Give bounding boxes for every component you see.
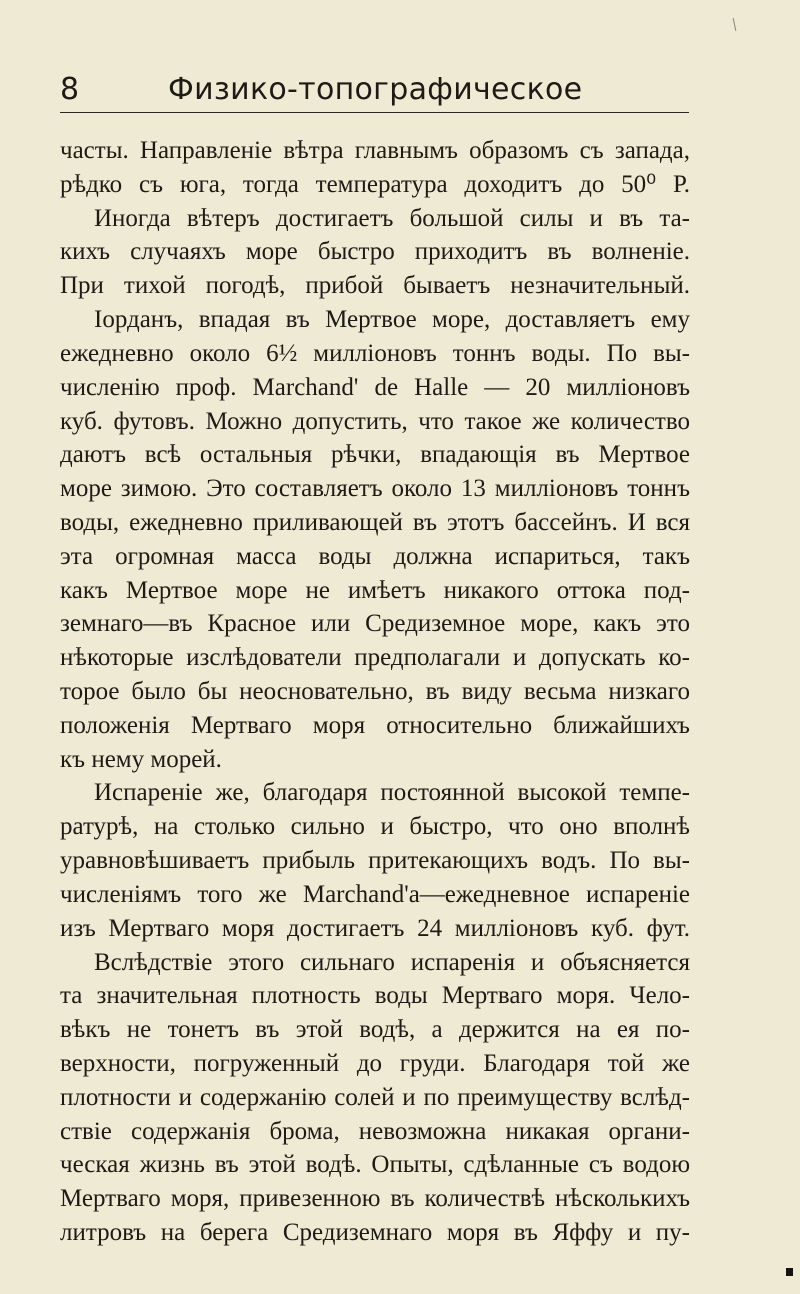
text-line: положенія Мертваго моря относительно ближайшихъ: [60, 711, 690, 739]
text-line: плотности и содержанію солей и по преимуществу вслѣд-: [60, 1083, 690, 1111]
text-line: море зимою. Это составляетъ около 13 милліоновъ тоннъ: [60, 475, 690, 503]
text-line: При тихой погодѣ, прибой бываетъ незначительный.: [60, 272, 690, 300]
text-line: нѣкоторые изслѣдователи предполагали и допускать ко-: [60, 644, 690, 672]
page-number: 8: [60, 72, 80, 107]
text-line: куб. футовъ. Можно допустить, что такое же количество: [60, 407, 690, 435]
text-line: ствіе содержанія брома, невозможна никакая органи-: [60, 1117, 690, 1145]
text-line: численіямъ того же Marchand'а—ежедневное испареніе: [60, 880, 690, 908]
text-line: кихъ случаяхъ море быстро приходитъ въ волненіе.: [60, 238, 690, 266]
text-line: эта огромная масса воды должна испариться, такъ: [60, 542, 690, 570]
text-line: литровъ на берега Средиземнаго моря въ Яффу и пу-: [60, 1219, 690, 1246]
text-line: уравновѣшиваетъ прибыль притекающихъ водъ. По вы-: [60, 847, 690, 875]
page-header: [60, 68, 690, 112]
text-line: Испареніе же, благодаря постоянной высокой темпе-: [94, 779, 690, 807]
scan-corner-mark: [786, 1268, 793, 1276]
text-line: ежедневно около 6½ милліоновъ тоннъ воды. По вы-: [60, 339, 690, 367]
header-rule: [60, 112, 689, 113]
text-line: та значительная плотность воды Мертваго моря. Чело-: [60, 982, 690, 1010]
text-line: изъ Мертваго моря достигаетъ 24 милліоновъ куб. фут.: [60, 914, 690, 942]
text-line: верхности, погруженный до груди. Благодаря той же: [60, 1049, 690, 1077]
text-line: воды, ежедневно приливающей въ этотъ бассейнъ. И вся: [60, 508, 690, 536]
text-line: земнаго—въ Красное или Средиземное море, какъ это: [60, 610, 690, 638]
paper-speck: [733, 18, 737, 31]
text-line: часты. Направленіе вѣтра главнымъ образомъ съ запада,: [60, 137, 690, 164]
text-line: даютъ всѣ остальныя рѣчки, впадающія въ Мертвое: [60, 441, 690, 469]
text-line: Мертваго моря, привезенною въ количествѣ нѣсколькихъ: [60, 1185, 690, 1213]
text-line: Иногда вѣтеръ достигаетъ большой силы и въ та-: [94, 204, 690, 232]
text-line: какъ Мертвое море не имѣетъ никакого оттока под-: [60, 576, 690, 604]
text-line: рѣдко съ юга, тогда температура доходитъ до 50⁰ Р.: [60, 170, 690, 198]
text-line: къ нему морей.: [60, 745, 222, 773]
text-line: ческая жизнь въ этой водѣ. Опыты, сдѣланные съ водою: [60, 1151, 690, 1179]
text-line: ратурѣ, на столько сильно и быстро, что оно вполнѣ: [60, 813, 690, 841]
text-line: Іорданъ, впадая въ Мертвое море, доставляетъ ему: [94, 306, 690, 334]
text-line: численію проф. Marchand' de Halle — 20 милліоновъ: [60, 373, 690, 401]
running-title: Физико-топографическое: [168, 72, 583, 107]
text-line: Вслѣдствіе этого сильнаго испаренія и объясняется: [94, 948, 690, 976]
body-text: [60, 134, 690, 1250]
text-line: вѣкъ не тонетъ въ этой водѣ, а держится на ея по-: [60, 1016, 690, 1044]
text-line: торое было бы неосновательно, въ виду весьма низкаго: [60, 678, 690, 705]
